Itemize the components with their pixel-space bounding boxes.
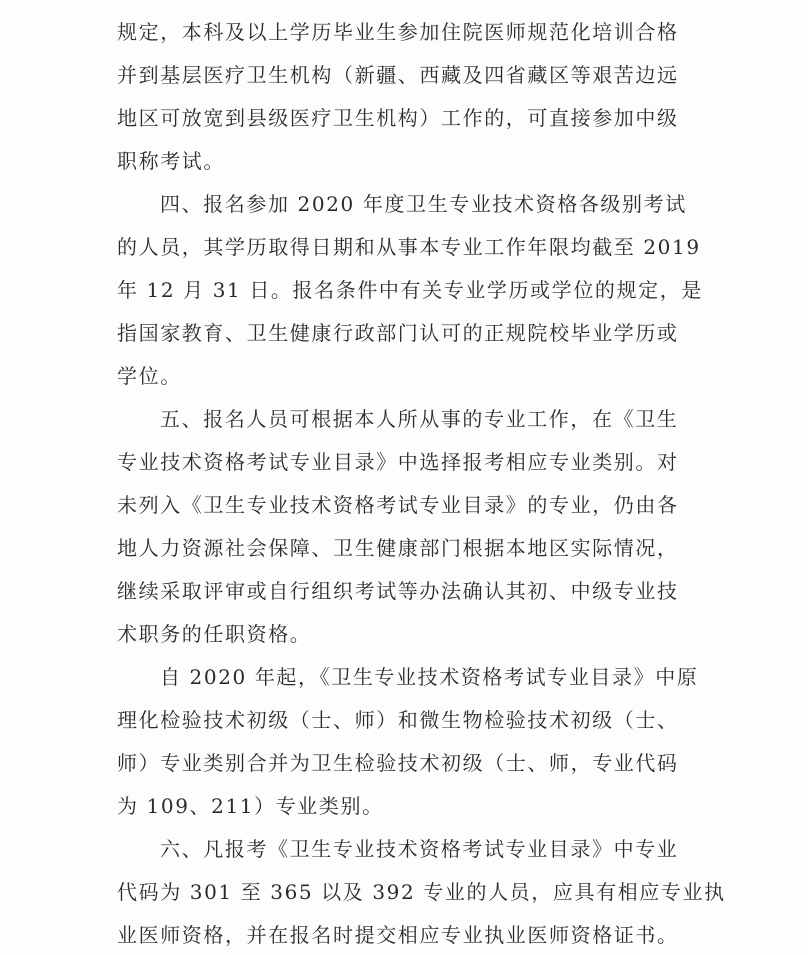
text-line: 师）专业类别合并为卫生检验技术初级（士、师，专业代码 xyxy=(117,751,679,775)
text-line: 规定，本科及以上学历毕业生参加住院医师规范化培训合格 xyxy=(117,20,679,44)
text-line: 的人员，其学历取得日期和从事本专业工作年限均截至 2019 xyxy=(117,235,701,259)
text-line: 并到基层医疗卫生机构（新疆、西藏及四省藏区等艰苦边远 xyxy=(117,63,679,87)
text-line: 地人力资源社会保障、卫生健康部门根据本地区实际情况， xyxy=(117,536,679,560)
text-line: 地区可放宽到县级医疗卫生机构）工作的，可直接参加中级 xyxy=(117,106,679,130)
text-line: 继续采取评审或自行组织考试等办法确认其初、中级专业技 xyxy=(117,579,679,603)
text-line: 五、报名人员可根据本人所从事的专业工作，在《卫生 xyxy=(160,407,679,431)
text-line: 为 109、211）专业类别。 xyxy=(117,794,384,818)
text-line: 指国家教育、卫生健康行政部门认可的正规院校毕业学历或 xyxy=(117,321,679,345)
text-line: 业医师资格，并在报名时提交相应专业执业医师资格证书。 xyxy=(117,923,679,947)
text-line: 四、报名参加 2020 年度卫生专业技术资格各级别考试 xyxy=(160,192,687,216)
text-line: 理化检验技术初级（士、师）和微生物检验技术初级（士、 xyxy=(117,708,679,732)
text-line: 六、凡报考《卫生专业技术资格考试专业目录》中专业 xyxy=(160,837,679,861)
text-line: 代码为 301 至 365 以及 392 专业的人员，应具有相应专业执 xyxy=(117,880,726,904)
text-line: 学位。 xyxy=(117,364,182,388)
text-line: 未列入《卫生专业技术资格考试专业目录》的专业，仍由各 xyxy=(117,493,679,517)
text-line: 自 2020 年起，《卫生专业技术资格考试专业目录》中原 xyxy=(160,665,699,689)
text-line: 专业技术资格考试专业目录》中选择报考相应专业类别。对 xyxy=(117,450,679,474)
text-line: 年 12 月 31 日。报名条件中有关专业学历或学位的规定，是 xyxy=(117,278,703,302)
text-line: 职称考试。 xyxy=(117,149,225,173)
text-line: 术职务的任职资格。 xyxy=(117,622,312,646)
